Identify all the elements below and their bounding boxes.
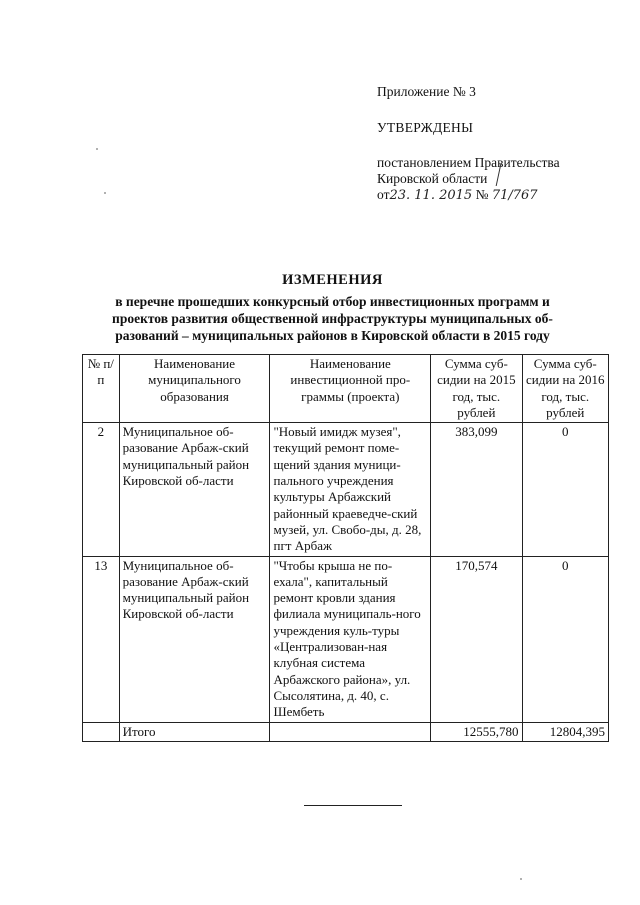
row-municipality: Муниципальное об-разование Арбаж-ский муниципальный район Кировской об-ласти	[119, 423, 270, 556]
row-program: "Чтобы крыша не по-ехала", капитальный ремонт кровли здания филиала муниципаль-ного учреждения куль-туры «Централизован-ная клубная система Арбажского района», ул. Сысолятина, д. 40, с. Шембеть	[270, 556, 431, 722]
table-row	[83, 556, 609, 722]
approved-label: УТВЕРЖДЕНЫ	[377, 120, 474, 135]
row-number: 2	[83, 423, 120, 556]
decree-date: 23. 11. 2015	[389, 188, 473, 203]
decree-number: 71/767	[491, 188, 538, 203]
scan-speck	[520, 878, 522, 880]
row-program: "Новый имидж музея", текущий ремонт поме-щений здания муници-пального учреждения культуры Арбажский районный краеведче-ский музей, ул. Свобо-ды, д. 28, пгт Арбаж	[270, 423, 431, 556]
decree-line-2: Кировской области	[377, 171, 488, 186]
scan-speck	[104, 192, 106, 194]
header-sum-2016: Сумма суб-сидии на 2016 год, тыс. рублей	[522, 355, 608, 423]
title-heading: ИЗМЕНЕНИЯ	[282, 272, 383, 288]
row-sum-2015: 170,574	[431, 556, 522, 722]
title-line-2: проектов развития общественной инфраструктуры муниципальных об-	[112, 311, 553, 326]
row-municipality: Муниципальное об-разование Арбаж-ский муниципальный район Кировской об-ласти	[119, 556, 270, 722]
approval-block	[377, 84, 617, 204]
total-number-empty	[83, 722, 120, 741]
table-header-row	[83, 355, 609, 423]
total-sum-2016: 12804,395	[522, 722, 608, 741]
row-number: 13	[83, 556, 120, 722]
annex-label: Приложение № 3	[377, 84, 476, 99]
total-label: Итого	[119, 722, 270, 741]
title-line-3: разований – муниципальных районов в Кировской области в 2015 году	[115, 328, 550, 343]
number-prefix: №	[475, 187, 489, 202]
row-sum-2016: 0	[522, 423, 608, 556]
header-program: Наименование инвестиционной про-граммы (проекта)	[270, 355, 431, 423]
row-sum-2016: 0	[522, 556, 608, 722]
total-program-empty	[270, 722, 431, 741]
total-sum-2015: 12555,780	[431, 722, 522, 741]
decree-line-1: постановлением Правительства	[377, 155, 560, 170]
header-number: № п/п	[83, 355, 120, 423]
title-line-1: в перечне прошедших конкурсный отбор инвестиционных программ и	[115, 294, 550, 309]
row-sum-2015: 383,099	[431, 423, 522, 556]
header-municipality: Наименование муниципального образования	[119, 355, 270, 423]
changes-table	[82, 354, 609, 742]
table-total-row	[83, 722, 609, 741]
decree-date-line	[377, 187, 617, 204]
footer-divider	[304, 805, 402, 806]
table-row	[83, 423, 609, 556]
header-sum-2015: Сумма суб-сидии на 2015 год, тыс. рублей	[431, 355, 522, 423]
document-title	[60, 272, 605, 344]
date-prefix: от	[377, 187, 390, 202]
scan-speck	[96, 148, 98, 150]
